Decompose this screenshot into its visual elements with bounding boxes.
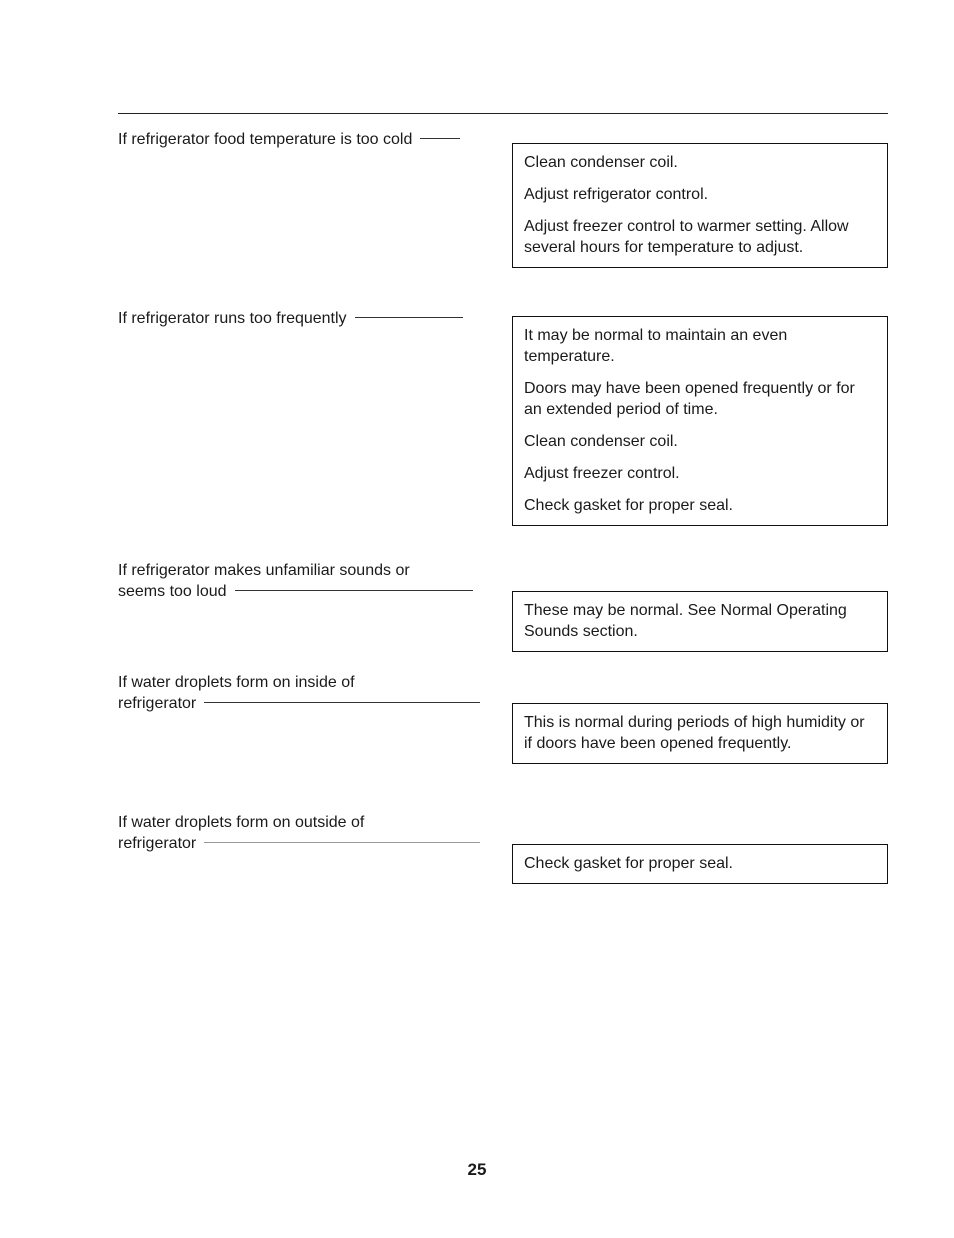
solution-item: Clean condenser coil. bbox=[524, 154, 678, 171]
symptom-text: seems too loud bbox=[118, 583, 227, 600]
symptom-text: If water droplets form on inside of bbox=[118, 674, 355, 691]
solution-item: Adjust freezer control to warmer setting. Allow several hours for temperature to adjust. bbox=[524, 218, 849, 256]
symptom-text: refrigerator bbox=[118, 695, 197, 712]
symptom-text: If water droplets form on outside of bbox=[118, 814, 365, 831]
solution-item: Adjust refrigerator control. bbox=[524, 186, 709, 203]
symptom-text: If refrigerator makes unfamiliar sounds or bbox=[118, 562, 410, 579]
symptom-too-cold bbox=[118, 129, 494, 150]
solution-item: Clean condenser coil. bbox=[524, 433, 678, 450]
leader-line bbox=[355, 317, 463, 318]
solution-box-droplets-outside bbox=[512, 844, 888, 884]
leader-line bbox=[420, 138, 460, 139]
solution-item: Adjust freezer control. bbox=[524, 465, 680, 482]
symptom-text: If refrigerator food temperature is too cold bbox=[118, 131, 413, 148]
solution-item: It may be normal to maintain an even temperature. bbox=[524, 327, 788, 365]
solution-item: These may be normal. See Normal Operating Sounds section. bbox=[524, 602, 847, 640]
solution-box-unfamiliar-sounds bbox=[512, 591, 888, 652]
symptom-runs-frequently bbox=[118, 308, 494, 329]
symptom-droplets-inside bbox=[118, 672, 494, 714]
page-number: 25 bbox=[467, 1160, 487, 1179]
solution-box-runs-frequently bbox=[512, 316, 888, 526]
symptom-droplets-outside bbox=[118, 812, 494, 854]
solution-box-too-cold bbox=[512, 143, 888, 268]
symptom-text: If refrigerator runs too frequently bbox=[118, 310, 347, 327]
symptom-text: refrigerator bbox=[118, 835, 197, 852]
solution-item: This is normal during periods of high humidity or if doors have been opened frequently. bbox=[524, 714, 865, 752]
solution-item: Doors may have been opened frequently or for an extended period of time. bbox=[524, 380, 855, 418]
solution-item: Check gasket for proper seal. bbox=[524, 855, 733, 872]
solution-box-droplets-inside bbox=[512, 703, 888, 764]
symptom-unfamiliar-sounds bbox=[118, 560, 494, 602]
solution-item: Check gasket for proper seal. bbox=[524, 497, 733, 514]
top-rule bbox=[118, 113, 888, 114]
leader-line bbox=[235, 590, 473, 591]
leader-line bbox=[204, 702, 480, 703]
leader-line bbox=[204, 842, 480, 843]
